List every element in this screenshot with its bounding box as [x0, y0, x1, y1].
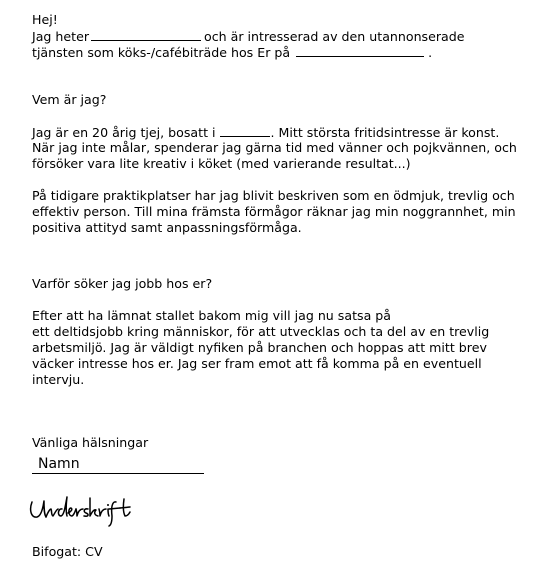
greeting: Hej!	[32, 12, 58, 27]
heading-why: Varför söker jag jobb hos er?	[32, 276, 213, 291]
name-blank	[91, 28, 201, 41]
intro-line-2	[32, 44, 432, 61]
intro-before-place: tjänsten som köks-/cafébiträde hos Er på	[32, 45, 291, 60]
intro-before-name: Jag heter	[32, 29, 90, 44]
name-placeholder: Namn	[38, 456, 80, 472]
heading-who: Vem är jag?	[32, 92, 107, 107]
signature-image	[28, 494, 132, 528]
attachment: Bifogat: CV	[32, 544, 103, 559]
intro-after-name: och är intresserad av den utannonserade	[204, 29, 465, 44]
why-line-2: ett deltidsjobb kring människor, för att utvecklas och ta del av en trevlig	[32, 324, 490, 339]
praktik-line-2: effektiv person. Till mina främsta förmågor räknar jag min noggrannhet, min	[32, 204, 516, 219]
why-line-5: intervju.	[32, 372, 85, 387]
name-line	[32, 455, 204, 474]
closing: Vänliga hälsningar	[32, 435, 149, 450]
why-line-1: Efter att ha lämnat stallet bakom mig vill jag nu satsa på	[32, 308, 392, 323]
place-blank	[296, 44, 424, 57]
intro-line-1	[32, 28, 465, 45]
who-before-town: Jag är en 20 årig tjej, bosatt i	[32, 125, 216, 140]
who-after-town: . Mitt största fritidsintresse är konst.	[270, 125, 500, 140]
who-line-2: När jag inte målar, spenderar jag gärna tid med vänner och pojkvännen, och	[32, 140, 517, 155]
praktik-line-1: På tidigare praktikplatser har jag blivit beskriven som en ödmjuk, trevlig och	[32, 188, 515, 203]
who-line-3: försöker vara lite kreativ i köket (med varierande resultat...)	[32, 156, 411, 171]
intro-end: .	[428, 45, 433, 60]
why-line-4: väcker intresse hos er. Jag ser fram emot att få komma på en eventuell	[32, 356, 482, 371]
praktik-line-3: positiva attityd samt anpassningsförmåga.	[32, 220, 302, 235]
who-line-1	[32, 124, 499, 141]
town-blank	[220, 124, 270, 137]
why-line-3: arbetsmiljö. Jag är väldigt nyfiken på branchen och hoppas att mitt brev	[32, 340, 487, 355]
